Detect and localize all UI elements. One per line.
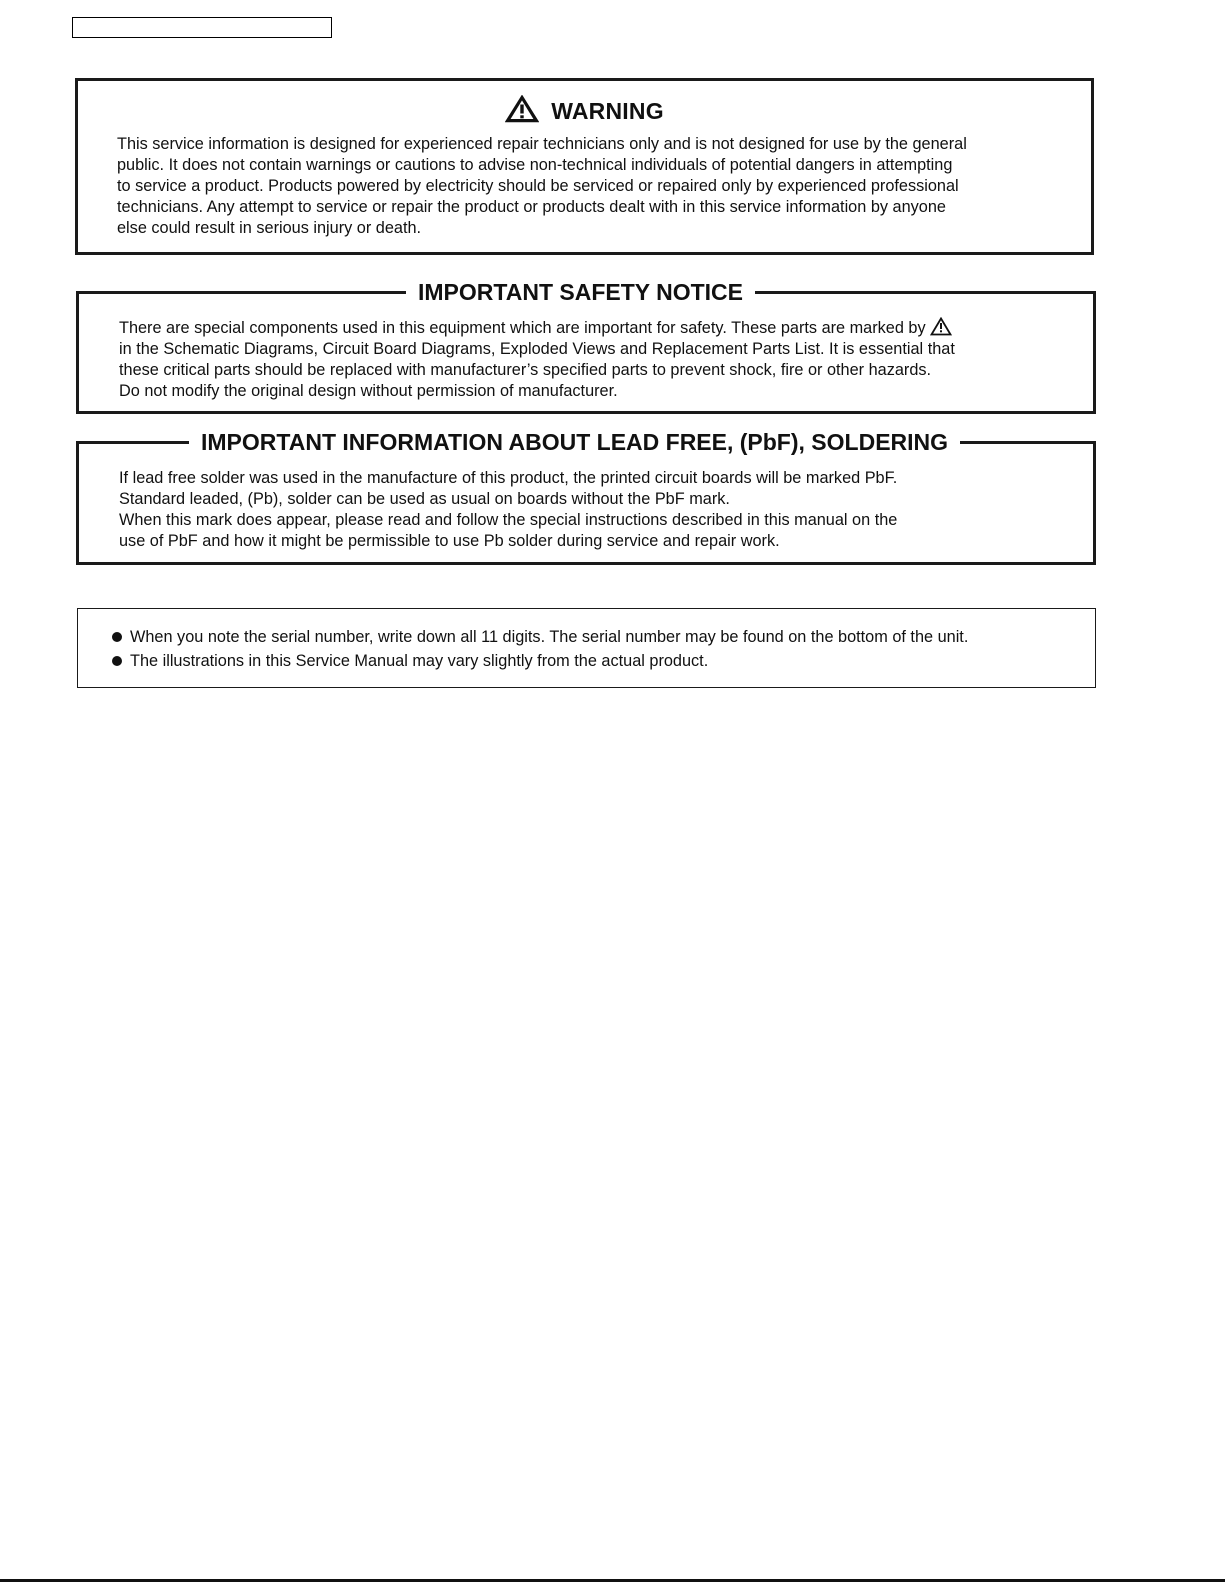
note-text: When you note the serial number, write down all 11 digits. The serial number may be found on the bottom of the unit. — [130, 628, 969, 646]
notes-list — [112, 625, 968, 673]
warning-line: This service information is designed for experienced repair technicians only and is not designed for use by the general — [117, 135, 967, 153]
bullet-icon — [112, 656, 122, 666]
warning-triangle-icon — [505, 95, 539, 123]
lead-free-line: If lead free solder was used in the manufacture of this product, the printed circuit boards will be marked PbF. — [119, 469, 898, 487]
safety-notice-section — [76, 279, 1096, 414]
warning-text — [117, 134, 967, 239]
warning-line: else could result in serious injury or death. — [117, 219, 422, 237]
list-item — [112, 649, 968, 673]
safety-notice-title: IMPORTANT SAFETY NOTICE — [406, 277, 755, 307]
warning-line: public. It does not contain warnings or cautions to advise non-technical individuals of potential dangers in attempting — [117, 156, 953, 174]
safety-line — [119, 317, 955, 339]
warning-triangle-icon — [930, 317, 952, 336]
list-item — [112, 625, 968, 649]
safety-line: these critical parts should be replaced with manufacturer’s specified parts to prevent shock, fire or other hazards. — [119, 361, 932, 379]
safety-notice-text — [119, 317, 955, 402]
safety-line: Do not modify the original design without permission of manufacturer. — [119, 382, 618, 400]
lead-free-line: When this mark does appear, please read and follow the special instructions described in this manual on the — [119, 511, 898, 529]
notes-section — [77, 608, 1096, 688]
lead-free-title: IMPORTANT INFORMATION ABOUT LEAD FREE, (PbF), SOLDERING — [189, 427, 960, 457]
warning-title: WARNING — [551, 98, 664, 124]
warning-line: to service a product. Products powered by electricity should be serviced or repaired only by experienced professional — [117, 177, 959, 195]
safety-line-text: There are special components used in this equipment which are important for safety. These parts are marked by — [119, 319, 926, 337]
lead-free-section — [76, 429, 1096, 565]
lead-free-text — [119, 468, 897, 552]
warning-line: technicians. Any attempt to service or repair the product or products dealt with in this service information by anyone — [117, 198, 946, 216]
lead-free-line: use of PbF and how it might be permissible to use Pb solder during service and repair work. — [119, 532, 780, 550]
header-label-box — [72, 17, 332, 38]
lead-free-line: Standard leaded, (Pb), solder can be used as usual on boards without the PbF mark. — [119, 490, 730, 508]
bullet-icon — [112, 632, 122, 642]
footer-divider — [0, 1579, 1225, 1582]
warning-section — [75, 78, 1094, 255]
warning-heading — [78, 95, 1091, 125]
note-text: The illustrations in this Service Manual may vary slightly from the actual product. — [130, 652, 709, 670]
safety-line: in the Schematic Diagrams, Circuit Board Diagrams, Exploded Views and Replacement Parts List. It is essential that — [119, 340, 955, 358]
